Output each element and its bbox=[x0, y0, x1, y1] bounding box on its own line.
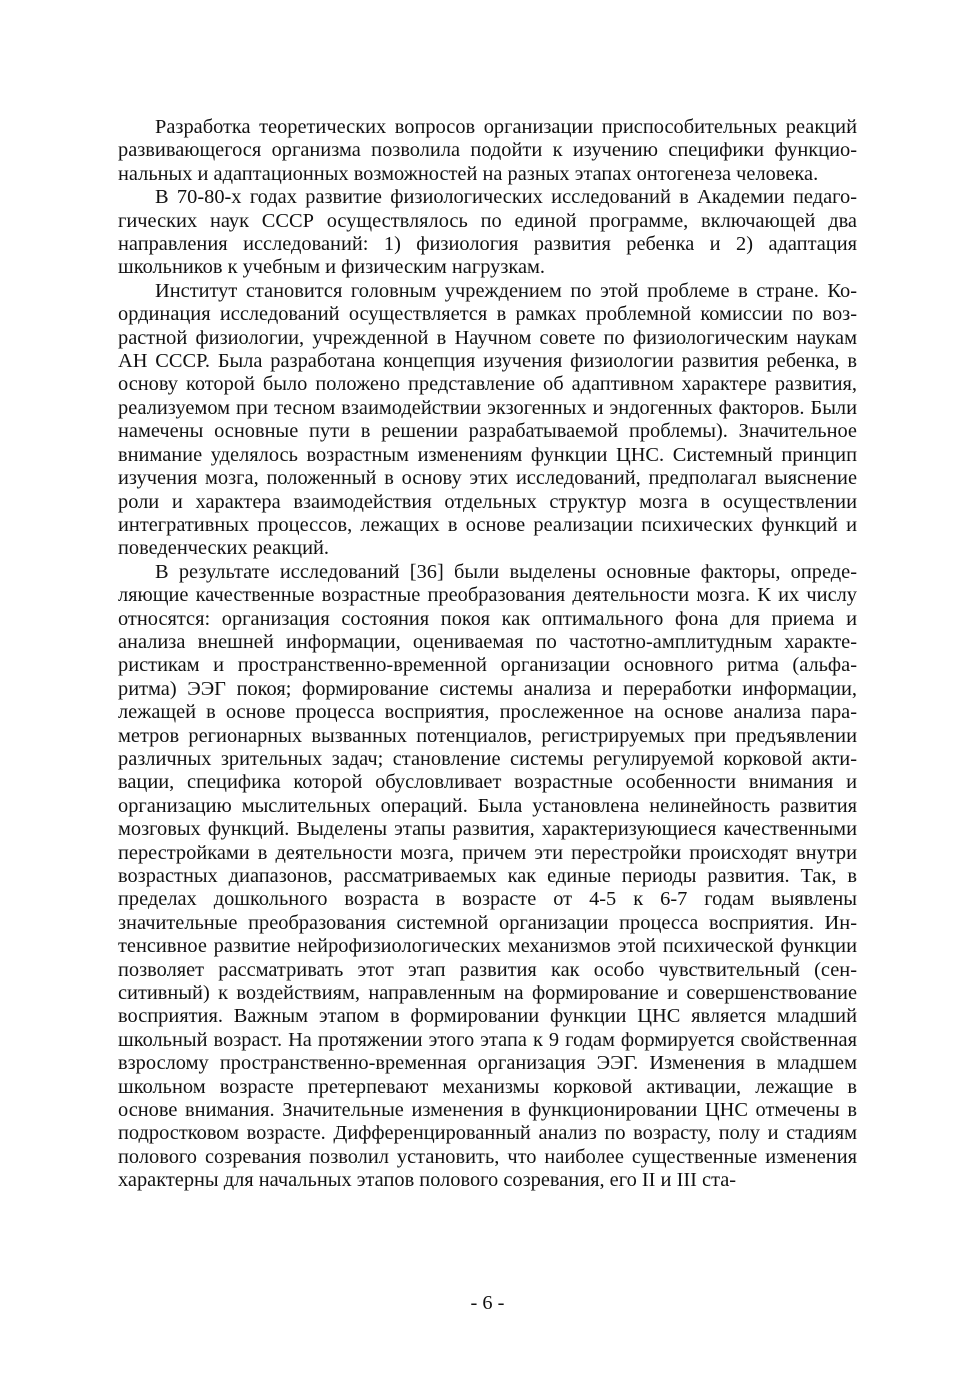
page-number: - 6 - bbox=[470, 1292, 505, 1314]
page-body bbox=[118, 116, 857, 1193]
paragraph-1: Разработка теоретических вопросов организации приспособительных реакций развивающегося организма позволила подойти к изучению специфики функциональных и адаптационных возможностей на разных этапах онтогенеза человека. bbox=[118, 116, 857, 185]
paragraph-3: Институт становится головным учреждением по этой проблеме в стране. Координация исследований осуществляется в рамках проблемной комиссии по возрастной физиологии, учрежденной в Научном совете по физиологическим наукам АН СССР. Была разработана концепция изучения физиологии развития ребенка, в основу которой было положено представление об адаптивном характере развития, реализуемом при тесном взаимодействии экзогенных и эндогенных факторов. Были намечены основные пути в решении разрабатываемой проблемы). Значительное внимание уделялось возрастным изменениям функции ЦНС. Системный принцип изучения мозга, положенный в основу этих исследований, предполагал выяснение роли и характера взаимодействия отдельных структур мозга в осуществлении интегративных процессов, лежащих в основе реализации психических функций и поведенческих реакций. bbox=[118, 279, 857, 560]
paragraph-2: В 70-80-х годах развитие физиологических исследований в Академии педагогических наук СССР осуществлялось по единой программе, включающей два направления исследований: 1) физиология развития ребенка и 2) адаптация школьников к учебным и физическим нагрузкам. bbox=[118, 186, 857, 279]
paragraph-4: В результате исследований [36] были выделены основные факторы, определяющие качественные возрастные преобразования деятельности мозга. К их числу относятся: организация состояния покоя как оптимального фона для приема и анализа внешней информации, оцениваемая по частотно-амплитудным характеристикам и пространственно-временной организации основного ритма (альфаритма) ЭЭГ покоя; формирование системы анализа и переработки информации, лежащей в основе процесса восприятия, прослеженное на основе анализа параметров регионарных вызванных потенциалов, регистрируемых при предъявлении различных зрительных задач; становление системы регулируемой корковой активации, специфика которой обусловливает возрастные особенности внимания и организацию мыслительных операций. Была установлена нелинейность развития мозговых функций. Выделены этапы развития, характеризующиеся качественными перестройками в деятельности мозга, причем эти перестройки происходят внутри возрастных диапазонов, рассматриваемых как единые периоды развития. Так, в пределах дошкольного возраста в возрасте от 4-5 к 6-7 годам выявлены значительные преобразования системной организации процесса восприятия. Интенсивное развитие нейрофизиологических механизмов этой психической функции позволяет рассматривать этот этап развития как особо чувствительный (сенситивный) к воздействиям, направленным на формирование и совершенствование восприятия. Важным этапом в формировании функции ЦНС является младший школьный возраст. На протяжении этого этапа к 9 годам формируется свойственная взрослому пространственно-временная организация ЭЭГ. Изменения в младшем школьном возрасте претерпевают механизмы корковой активации, лежащие в основе внимания. Значительные изменения в функционировании ЦНС отмечены в подростковом возрасте. Дифференцированный анализ по возрасту, полу и стадиям полового созревания позволил установить, что наиболее существенные изменения характерны для начальных этапов полового созревания, его II и III ста- bbox=[118, 560, 857, 1192]
